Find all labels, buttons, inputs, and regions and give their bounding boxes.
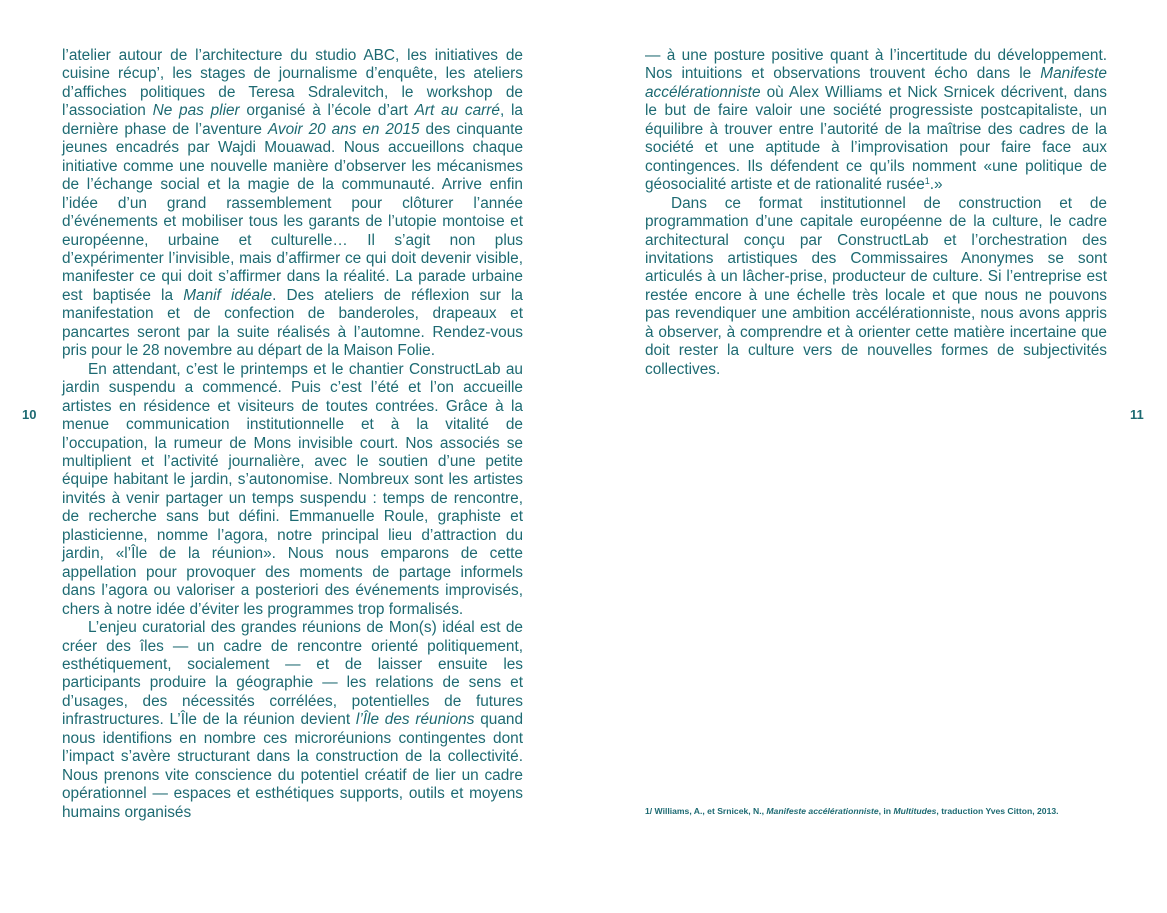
italic-run: Multitudes bbox=[893, 806, 937, 816]
paragraph bbox=[645, 47, 1107, 195]
paragraph bbox=[62, 361, 523, 619]
text-run: L’enjeu curatorial des grandes réunions de Mon(s) idéal est de créer des îles — un cadre de rencontre orienté politiquement, esthétiquement, socialement — et de laisser ensuite les participants produire la géographie — les relations de sens et d’usages, des nécessités corrélées, potentielles de futures infrastructures. L’Île de la réunion devient bbox=[62, 619, 523, 729]
text-run: des cinquante jeunes encadrés par Wajdi Mouawad. Nous accueillons chaque initiative comme une nouvelle manière d’observer les mécanismes de l’échange social et la magie de la communauté. Arrive enfin l’idée d’un grand rassemblement pour clôturer l’année d’événements et mobiliser tous les garants de l’utopie montoise et européenne, urbaine et culturelle… Il s’agit non plus d’expérimenter l’invisible, mais d’affirmer ce qui doit devenir visible, manifester ce qui doit s’affirmer dans la réalité. La parade urbaine est baptisée la bbox=[62, 120, 523, 304]
text-run: organisé à l’école d’art bbox=[239, 102, 415, 120]
page-number-left: 10 bbox=[22, 407, 37, 422]
text-run: , traduction Yves Citton, 2013. bbox=[936, 806, 1059, 816]
text-run: , in bbox=[878, 806, 894, 816]
text-run: , la dernière phase de l’aventure bbox=[62, 102, 523, 138]
italic-run: Manif idéale bbox=[183, 286, 273, 304]
italic-run: Manifeste accélérationniste bbox=[766, 806, 879, 816]
italic-run: l’Île des réunions bbox=[355, 711, 475, 729]
text-run: . Des ateliers de réflexion sur la manifestation et de confection de banderoles, drapeaux et pancartes seront par la suite réalisés à l’automne. Rendez-vous pris pour le 28 novembre au départ de la Maison Folie. bbox=[62, 286, 523, 360]
text-run: quand nous identifions en nombre ces microréunions contingentes dont l’impact s’avère structurant dans la construction de la collectivité. Nous prenons vite conscience du potentiel créatif de lier un cadre opérationnel — espaces et esthétiques supports, outils et moyens humains organisés bbox=[62, 711, 523, 821]
italic-run: Ne pas plier bbox=[152, 102, 240, 120]
text-run: Dans ce format institutionnel de construction et de programmation d’une capitale européenne de la culture, le cadre architectural conçu par ConstructLab et l’orchestration des invitations artistiques des Commissaires Anonymes se sont articulés à un lâcher-prise, producteur de culture. Si l’entreprise est restée encore à une échelle très locale et que nous ne pouvons pas revendiquer une ambition accélérationniste, nous avons appris à observer, à comprendre et à orienter cette matière incertaine que doit rester la culture vers de nouvelles formes de subjectivités collectives. bbox=[645, 194, 1107, 378]
text-run: En attendant, c’est le printemps et le chantier ConstructLab au jardin suspendu a commencé. Puis c’est l’été et l’on accueille artistes en résidence et visiteurs de toutes contrées. Grâce à la menue communication institutionnelle et à la vitalité de l’occupation, la rumeur de Mons invisible court. Nos associés se multiplient et l’activité journalière, avec le soutien d’une petite équipe habitant le jardin, s’autonomise. Nombreux sont les artistes invités à venir partager un temps suspendu : temps de rencontre, de recherche sans but défini. Emmanuelle Roule, graphiste et plasticienne, nomme l’agora, notre principal lieu d’attraction du jardin, «l’Île de la réunion». Nous nous emparons de cette appellation pour provoquer des moments de partage informels dans l’agora ou valoriser a posteriori des événements improvisés, chers à notre idée d’éviter les programmes trop formalisés. bbox=[62, 360, 523, 618]
italic-run: Art au carré bbox=[414, 102, 500, 120]
text-run: où Alex Williams et Nick Srnicek décrivent, dans le but de faire valoir une société progressiste postcapitaliste, un équilibre à trouver entre l’autorité de la maîtrise des cadres de la société et une aptitude à l’improvisation pour faire face aux contingences. Ils défendent ce qu’ils nomment «une politique de géosocialité artiste et de rationalité rusée bbox=[645, 83, 1107, 194]
text-run: 1/ Williams, A., et Srnicek, N., bbox=[645, 806, 767, 816]
page-number-right: 11 bbox=[1130, 407, 1144, 422]
text-run: .» bbox=[929, 176, 943, 194]
left-column bbox=[62, 47, 523, 822]
paragraph bbox=[645, 195, 1107, 380]
paragraph bbox=[62, 619, 523, 822]
text-run: — à une posture positive quant à l’incertitude du développement. Nos intuitions et observations trouvent écho dans le bbox=[645, 47, 1107, 83]
italic-run: Avoir 20 ans en 2015 bbox=[267, 120, 420, 138]
footnote-reference: 1 bbox=[924, 176, 930, 187]
text-run: l’atelier autour de l’architecture du studio ABC, les initiatives de cuisine récup’, les stages de journalisme d’enquête, les ateliers d’affiches politiques de Teresa Sdralevitch, le workshop de l’association bbox=[62, 47, 523, 120]
right-column bbox=[645, 47, 1107, 379]
italic-run: Manifeste accélérationniste bbox=[645, 65, 1107, 101]
footnote bbox=[645, 805, 1059, 817]
paragraph bbox=[62, 47, 523, 361]
